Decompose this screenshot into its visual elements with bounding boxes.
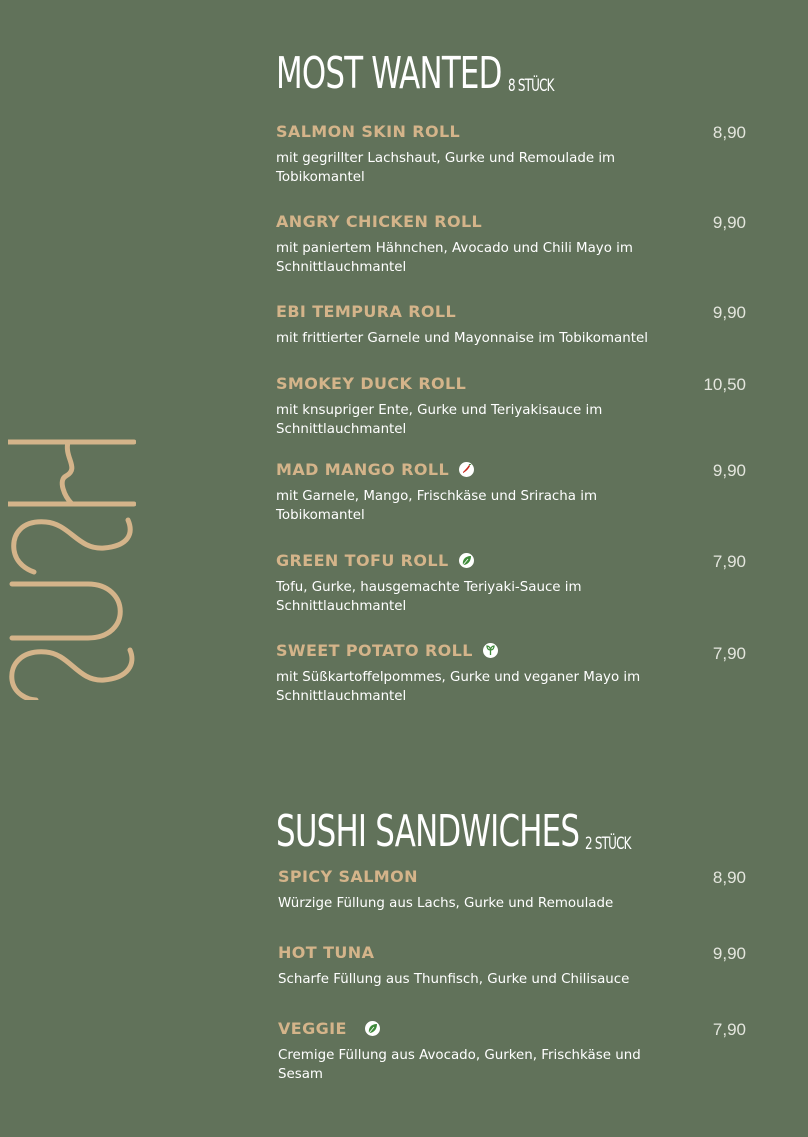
item-description: mit frittierter Garnele und Mayonnaise im Tobikomantel (276, 331, 648, 346)
item-description: Würzige Füllung aus Lachs, Gurke und Remoulade (278, 896, 614, 911)
item-price: 9,90 (712, 213, 746, 232)
item-name: HOT TUNA (278, 943, 375, 962)
item-description: mit Garnele, Mango, Frischkäse und Sriracha im Tobikomantel (276, 489, 597, 523)
leaf-icon (459, 553, 474, 568)
item-name: VEGGIE (278, 1019, 380, 1038)
item-price: 8,90 (712, 868, 746, 887)
item-description: mit knsupriger Ente, Gurke und Teriyakisauce im Schnittlauchmantel (276, 403, 603, 437)
section-sushi-sandwiches (276, 806, 746, 1090)
section-subtitle: 8 STÜCK (507, 76, 554, 96)
section-heading (276, 806, 746, 857)
vegan-icon (483, 643, 498, 658)
section-subtitle: 2 STÜCK (585, 834, 631, 854)
item-name: ANGRY CHICKEN ROLL (276, 212, 483, 231)
item-description: mit paniertem Hähnchen, Avocado und Chili Mayo im Schnittlauchmantel (276, 241, 633, 275)
item-price: 7,90 (712, 552, 746, 571)
item-name: MAD MANGO ROLL (276, 460, 474, 479)
chili-icon (459, 462, 474, 477)
section-most-wanted (276, 48, 746, 712)
item-name: SWEET POTATO ROLL (276, 641, 498, 660)
side-title-sushi (8, 438, 136, 700)
item-price: 8,90 (712, 123, 746, 142)
item-name: SALMON SKIN ROLL (276, 122, 461, 141)
item-description: Tofu, Gurke, hausgemachte Teriyaki-Sauce im Schnittlauchmantel (276, 580, 582, 614)
item-price: 9,90 (712, 461, 746, 480)
item-description: Scharfe Füllung aus Thunfisch, Gurke und Chilisauce (278, 972, 630, 987)
item-name: GREEN TOFU ROLL (276, 551, 474, 570)
side-title-text (8, 700, 9, 701)
item-name: EBI TEMPURA ROLL (276, 302, 457, 321)
item-price: 10,50 (703, 375, 746, 394)
item-price: 9,90 (712, 944, 746, 963)
section-title: SUSHI SANDWICHES (276, 806, 580, 857)
item-description: mit Süßkartoffelpommes, Gurke und veganer Mayo im Schnittlauchmantel (276, 670, 641, 704)
section-heading (276, 48, 746, 99)
leaf-icon (365, 1021, 380, 1036)
section-title: MOST WANTED (276, 48, 502, 99)
item-price: 9,90 (712, 303, 746, 322)
item-name: SPICY SALMON (278, 867, 418, 886)
item-name: SMOKEY DUCK ROLL (276, 374, 467, 393)
item-description: mit gegrillter Lachshaut, Gurke und Remoulade im Tobikomantel (276, 151, 616, 185)
item-price: 7,90 (712, 644, 746, 663)
item-price: 7,90 (712, 1020, 746, 1039)
sushi-vertical-lettering (8, 438, 136, 700)
item-description: Cremige Füllung aus Avocado, Gurken, Frischkäse und Sesam (278, 1048, 641, 1082)
